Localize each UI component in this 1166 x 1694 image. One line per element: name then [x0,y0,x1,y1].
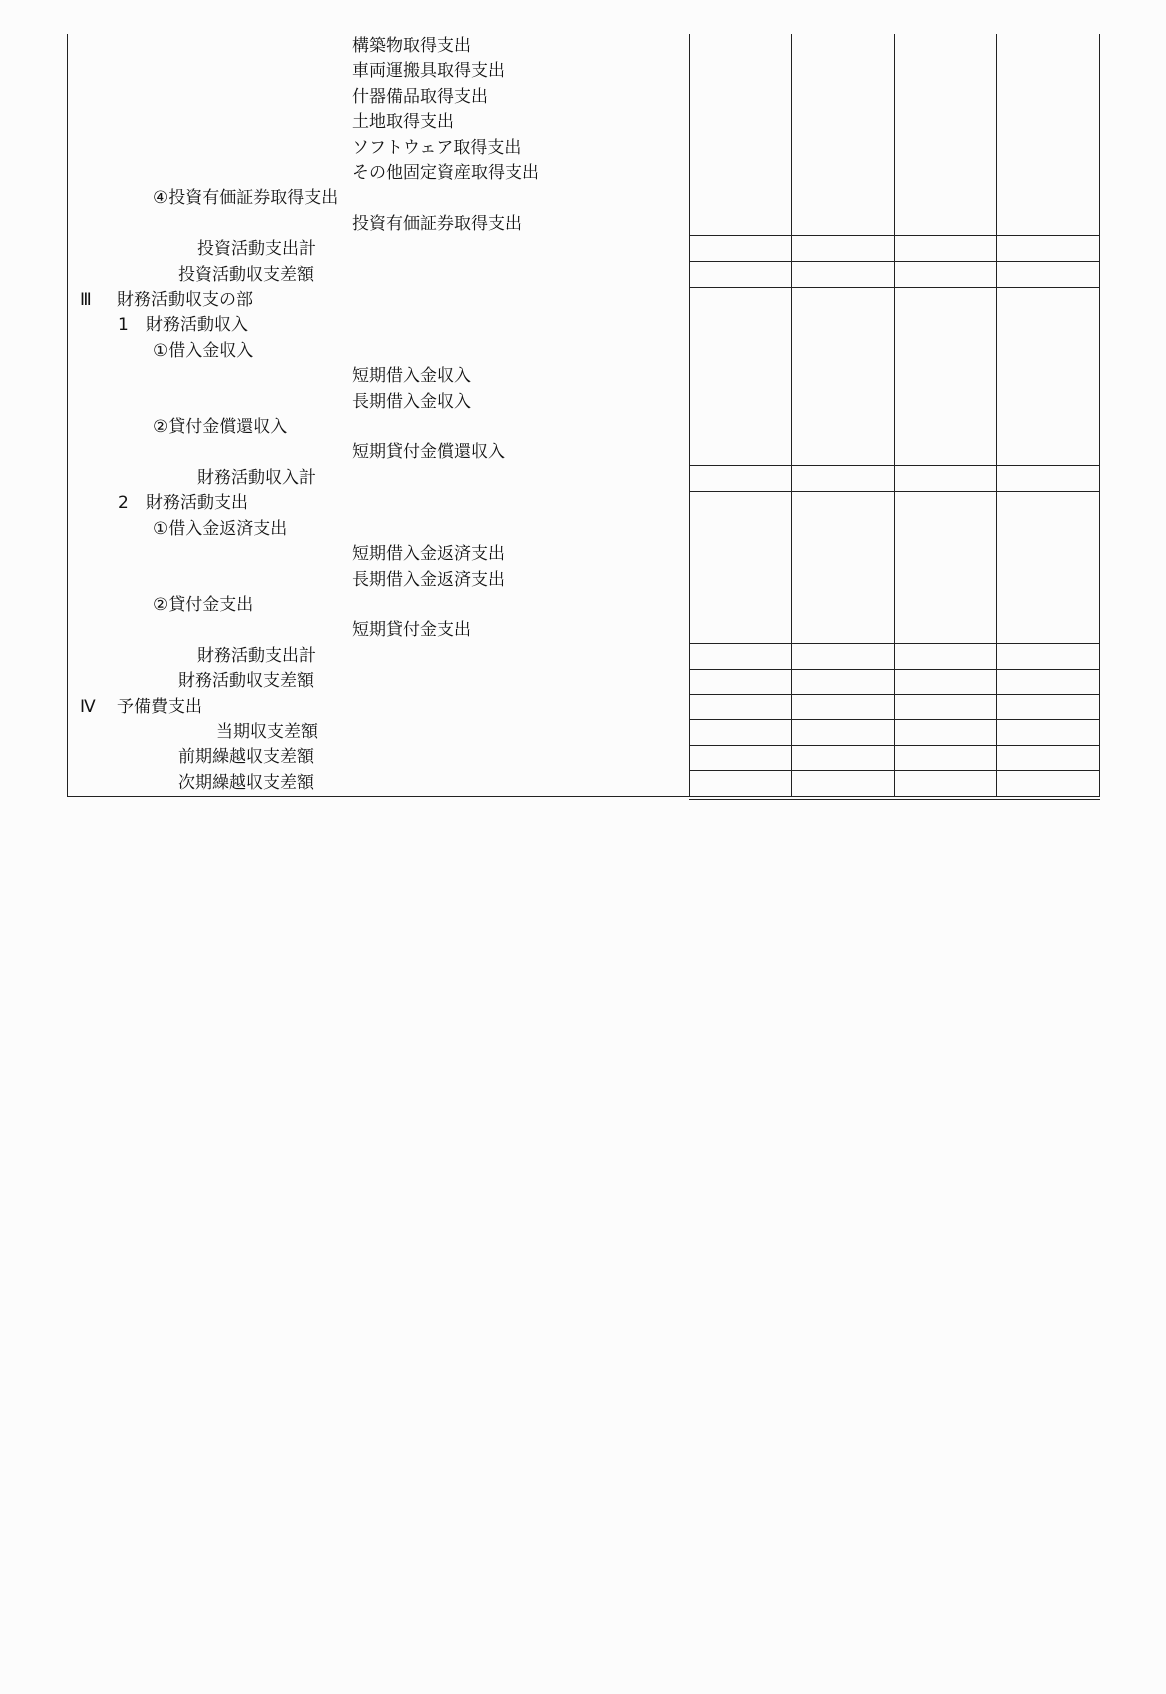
row-label: 投資活動収支差額 [178,265,314,285]
row-divider [689,694,1100,695]
row-divider [689,745,1100,746]
row-label: 長期借入金返済支出 [352,570,505,590]
subsection-number: 1 [118,315,129,335]
row-label: 次期繰越収支差額 [178,773,314,793]
row-label: ①借入金収入 [153,341,254,361]
row-label: 短期貸付金償還収入 [352,442,505,462]
column-divider [1099,34,1100,797]
row-label: ②貸付金支出 [153,595,254,615]
row-label: 短期借入金収入 [352,366,471,386]
row-divider [689,770,1100,771]
table-bottom-border-double [689,799,1100,800]
row-divider [689,235,1100,236]
subsection-number: 2 [118,493,129,513]
row-divider [689,643,1100,644]
column-divider [894,34,895,797]
row-label: 投資活動支出計 [197,239,316,259]
section-roman-numeral: Ⅳ [80,697,96,717]
row-label: 長期借入金収入 [352,392,471,412]
row-label: 短期借入金返済支出 [352,544,505,564]
row-label: ④投資有価証券取得支出 [153,188,339,208]
row-label: 財務活動収支差額 [178,671,314,691]
row-label: ①借入金返済支出 [153,519,288,539]
row-label: 財務活動支出 [146,493,248,513]
row-label: 財務活動収入計 [197,468,316,488]
row-label: 什器備品取得支出 [352,87,488,107]
row-divider [689,669,1100,670]
row-divider [689,287,1100,288]
column-divider [689,34,690,797]
row-divider [689,261,1100,262]
row-label: 車両運搬具取得支出 [352,61,505,81]
row-label: 財務活動収支の部 [117,290,253,310]
row-divider [689,719,1100,720]
table-bottom-border [67,796,1100,797]
column-divider [791,34,792,797]
row-label: 予備費支出 [117,697,202,717]
row-label: 短期貸付金支出 [352,620,471,640]
row-label: ソフトウェア取得支出 [352,138,522,158]
row-label: 投資有価証券取得支出 [352,214,522,234]
row-label: 当期収支差額 [216,722,318,742]
column-divider [996,34,997,797]
row-label: 財務活動支出計 [197,646,316,666]
row-label: 前期繰越収支差額 [178,747,314,767]
row-label: 構築物取得支出 [352,36,471,56]
row-label: その他固定資産取得支出 [352,163,539,183]
row-divider [689,465,1100,466]
section-roman-numeral: Ⅲ [80,290,92,310]
table-left-border [67,34,68,797]
row-label: 財務活動収入 [146,315,248,335]
row-divider [689,491,1100,492]
row-label: 土地取得支出 [352,112,454,132]
row-label: ②貸付金償還収入 [153,417,288,437]
